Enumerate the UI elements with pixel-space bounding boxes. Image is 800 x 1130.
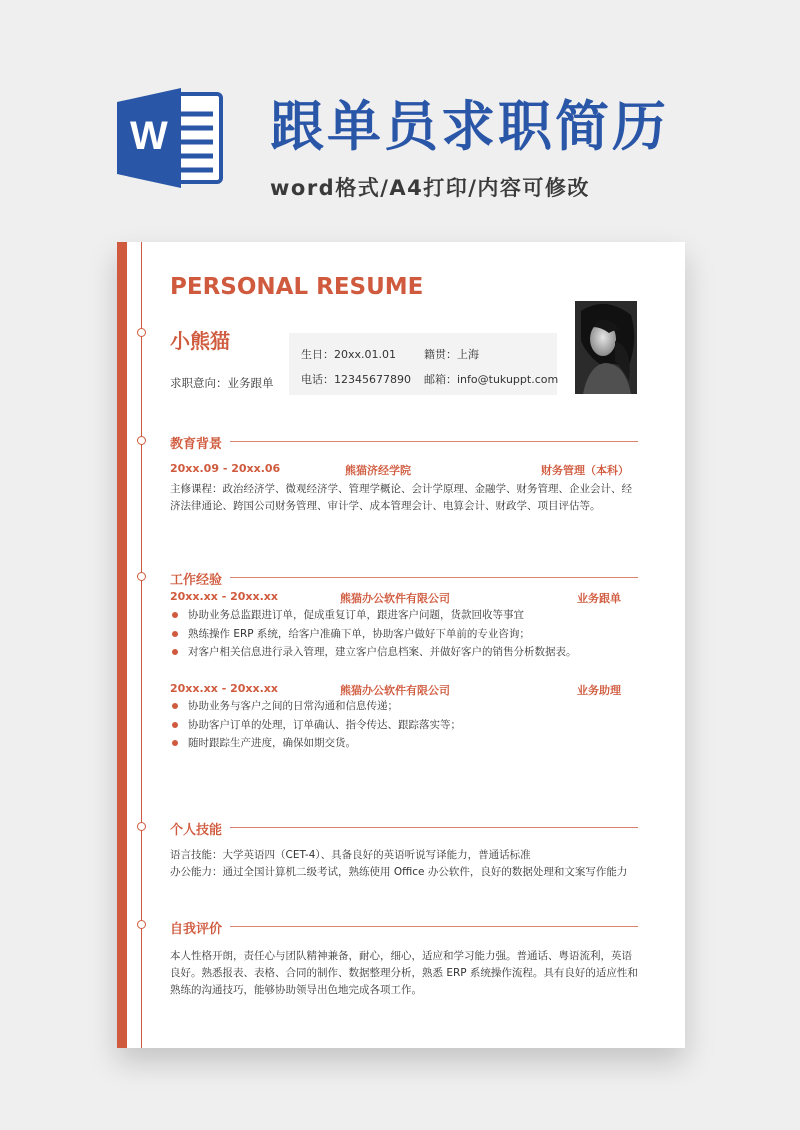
list-item: 协助业务与客户之间的日常沟通和信息传递； bbox=[170, 697, 640, 716]
education-period: 20xx.09 - 20xx.06 bbox=[170, 462, 281, 475]
person-name: 小熊猫 bbox=[170, 329, 230, 353]
resume-heading: PERSONAL RESUME bbox=[170, 274, 424, 300]
timeline-dot bbox=[137, 328, 146, 337]
page-subtitle: word格式/A4打印/内容可修改 bbox=[270, 176, 590, 200]
section-divider bbox=[230, 926, 638, 927]
list-item: 对客户相关信息进行录入管理，建立客户信息档案、并做好客户的销售分析数据表。 bbox=[170, 643, 640, 662]
list-item: 协助业务总监跟进订单，促成重复订单，跟进客户问题，货款回收等事宜 bbox=[170, 606, 640, 625]
timeline-dot bbox=[137, 920, 146, 929]
list-item: 随时跟踪生产进度，确保如期交货。 bbox=[170, 734, 640, 753]
basic-info-box bbox=[289, 333, 557, 395]
list-item: 协助客户订单的处理，订单确认、指令传达、跟踪落实等； bbox=[170, 716, 640, 735]
work-period: 20xx.xx - 20xx.xx bbox=[170, 590, 278, 603]
skills-title: 个人技能 bbox=[170, 823, 223, 838]
work-duties-list bbox=[170, 606, 640, 662]
self-eval-text: 本人性格开朗，责任心与团队精神兼备，耐心，细心，适应和学习能力强。普通话、粤语流利，英语良好。熟悉报表、表格、合同的制作、数据整理分析，熟悉 ERP 系统操作流程。具有良好的适应性和熟练的沟通技巧，能够协助领导出色地完成各项工作。 bbox=[170, 950, 638, 996]
education-school: 熊猫济经学院 bbox=[345, 464, 411, 477]
phone-number: 电话：12345677890 bbox=[301, 373, 411, 386]
education-entry bbox=[170, 462, 638, 478]
work-role: 业务助理 bbox=[577, 684, 621, 697]
job-intent: 求职意向：业务跟单 bbox=[170, 376, 274, 390]
education-major: 财务管理（本科） bbox=[541, 464, 629, 477]
work-company: 熊猫办公软件有限公司 bbox=[340, 592, 450, 605]
education-title: 教育背景 bbox=[170, 437, 223, 452]
work-duties-list bbox=[170, 697, 640, 753]
education-courses: 主修课程：政治经济学、微观经济学、管理学概论、会计学原理、金融学、财务管理、企业会计、经济法律通论、跨国公司财务管理、审计学、成本管理会计、电算会计、财政学、项目评估等。 bbox=[170, 483, 632, 512]
page-title: 跟单员求职简历 bbox=[270, 95, 669, 158]
work-entry bbox=[170, 590, 638, 606]
work-title: 工作经验 bbox=[170, 573, 223, 588]
skill-language: 语言技能：大学英语四（CET-4）、具备良好的英语听说写译能力，普通话标准 bbox=[170, 849, 531, 861]
timeline-dot bbox=[137, 436, 146, 445]
resume-paper bbox=[117, 242, 685, 1048]
work-role: 业务跟单 bbox=[577, 592, 621, 605]
list-item: 熟练操作 ERP 系统，给客户准确下单，协助客户做好下单前的专业咨询； bbox=[170, 625, 640, 644]
section-divider bbox=[230, 577, 638, 578]
portrait-photo-icon bbox=[575, 301, 637, 394]
work-period: 20xx.xx - 20xx.xx bbox=[170, 682, 278, 695]
side-accent-bar bbox=[117, 242, 127, 1048]
avatar bbox=[575, 301, 637, 394]
birth-date: 生日：20xx.01.01 bbox=[301, 348, 397, 361]
work-company: 熊猫办公软件有限公司 bbox=[340, 684, 450, 697]
skill-office: 办公能力：通过全国计算机二级考试，熟练使用 Office 办公软件，良好的数据处理和文案写作能力 bbox=[170, 866, 628, 878]
timeline-dot bbox=[137, 822, 146, 831]
section-divider bbox=[230, 827, 638, 828]
native-place: 籍贯：上海 bbox=[424, 348, 479, 361]
word-logo bbox=[117, 88, 227, 188]
word-logo-letter: W bbox=[130, 114, 168, 158]
work-entry bbox=[170, 682, 638, 698]
email-address: 邮箱：info@tukuppt.com bbox=[424, 373, 559, 386]
section-divider bbox=[230, 441, 638, 442]
self-eval-title: 自我评价 bbox=[170, 922, 223, 937]
timeline-dot bbox=[137, 572, 146, 581]
